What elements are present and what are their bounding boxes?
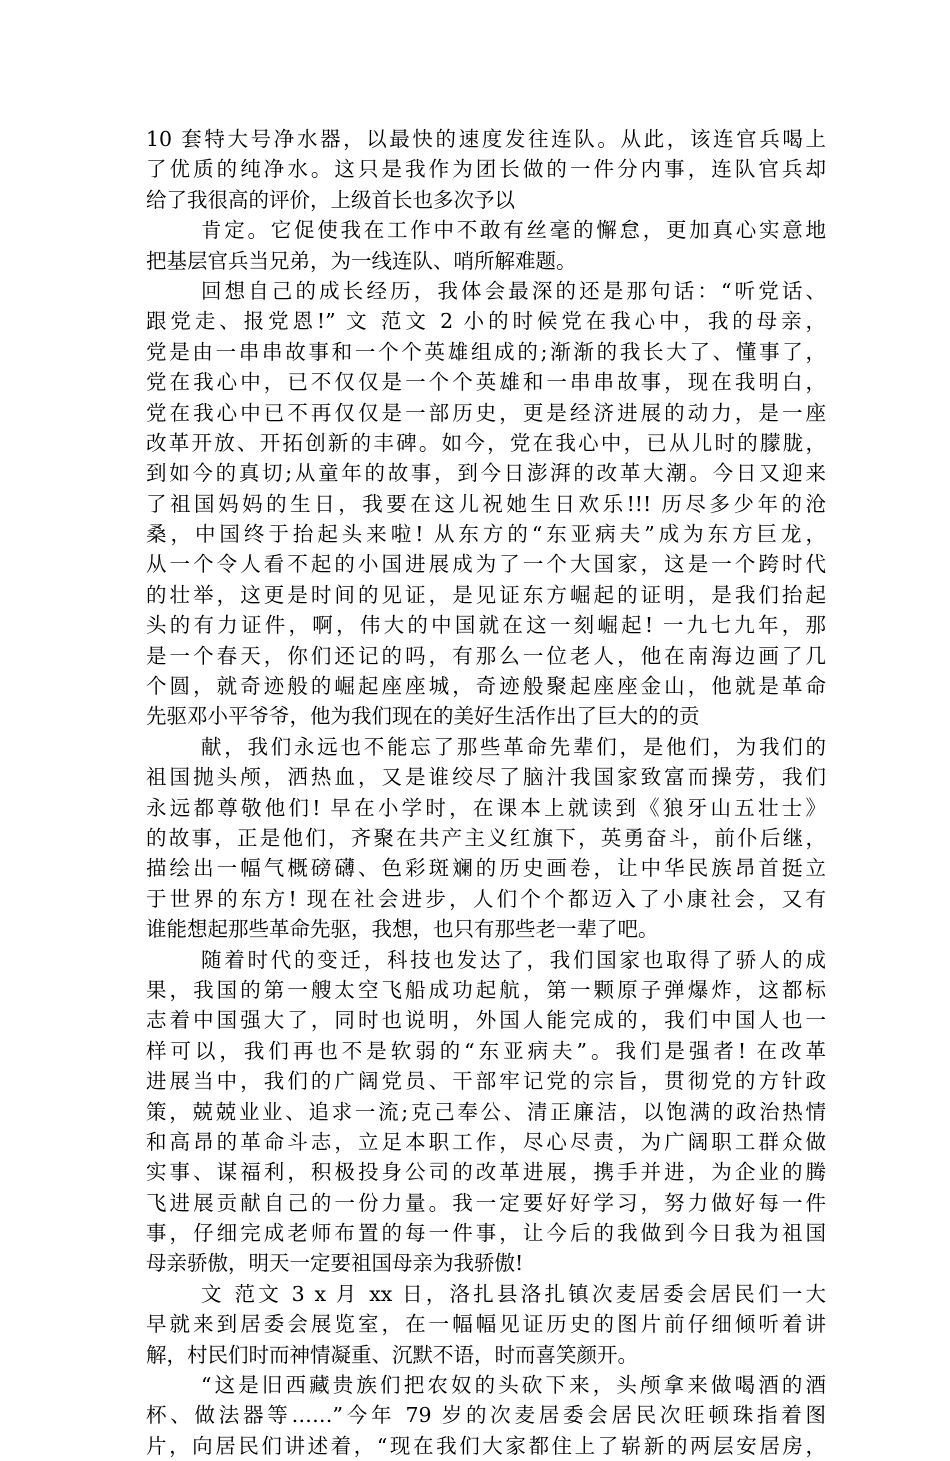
text-line: 的壮举，这更是时间的见证，是见证东方崛起的证明，是我们抬起 — [146, 582, 826, 607]
text-line: 10 套特大号净水器，以最快的速度发往连队。从此，该连官兵喝上 — [146, 127, 826, 151]
text-line: 个圆，就奇迹般的崛起座座城，奇迹般聚起座座金山，他就是革命 — [146, 674, 826, 699]
text-line: 改革开放、开拓创新的丰碑。如今，党在我心中，已从儿时的朦胧， — [146, 430, 826, 455]
text-line: 永远都尊敬他们! 早在小学时，在课本上就读到《狼牙山五壮士》 — [146, 795, 826, 820]
text-line: 志着中国强大了，同时也说明，外国人能完成的，我们中国人也一 — [146, 1008, 826, 1033]
text-line: 早就来到居委会展览室，在一幅幅见证历史的图片前仔细倾听着讲 — [146, 1312, 826, 1337]
text-line: 描绘出一幅气概磅礴、色彩斑斓的历史画卷，让中华民族昂首挺立 — [146, 856, 826, 881]
text-line: 桑，中国终于抬起头来啦! 从东方的“东亚病夫”成为东方巨龙， — [146, 522, 826, 547]
text-line: 飞进展贡献自己的一份力量。我一定要好好学习，努力做好每一件 — [146, 1190, 826, 1215]
text-line: 了优质的纯净水。这只是我作为团长做的一件分内事，连队官兵却 — [146, 157, 826, 182]
text-line: 是一个春天，你们还记的吗，有那么一位老人，他在南海边画了几 — [146, 643, 826, 668]
document-page — [146, 124, 826, 1461]
text-line: 母亲骄傲，明天一定要祖国母亲为我骄傲! — [146, 1251, 524, 1276]
text-line: 了祖国妈妈的生日，我要在这儿祝她生日欢乐!!! 历尽多少年的沧 — [146, 491, 826, 516]
text-line: 的故事，正是他们，齐聚在共产主义红旗下，英勇奋斗，前仆后继， — [146, 825, 826, 850]
text-line: 事，仔细完成老师布置的每一件事，让今后的我做到今日我为祖国 — [146, 1221, 826, 1246]
text-line: 随着时代的变迁，科技也发达了，我们国家也取得了骄人的成 — [201, 947, 826, 972]
text-line: 党在我心中已不再仅仅是一部历史，更是经济进展的动力，是一座 — [146, 400, 826, 425]
text-line: 样可以，我们再也不是软弱的“东亚病夫”。我们是强者! 在改革 — [146, 1038, 826, 1063]
text-line: 祖国抛头颅，洒热血，又是谁绞尽了脑汁我国家致富而操劳，我们 — [146, 765, 826, 790]
text-line: 党在我心中，已不仅仅是一个个英雄和一串串故事，现在我明白， — [146, 370, 826, 395]
text-line: 头的有力证件，啊，伟大的中国就在这一刻崛起! 一九七九年，那 — [146, 613, 826, 638]
text-line: 献，我们永远也不能忘了那些革命先辈们，是他们，为我们的 — [201, 734, 826, 759]
text-line: 从一个令人看不起的小国进展成为了一个大国家，这是一个跨时代 — [146, 552, 826, 577]
text-line: 于世界的东方! 现在社会进步，人们个个都迈入了小康社会，又有 — [146, 886, 826, 911]
text-line: 到如今的真切;从童年的故事，到今日澎湃的改革大潮。今日又迎来 — [146, 461, 826, 486]
text-line: 进展当中，我们的广阔党员、干部牢记党的宗旨，贯彻党的方针政 — [146, 1069, 826, 1094]
text-line: 先驱邓小平爷爷，他为我们现在的美好生活作出了巨大的的贡 — [146, 704, 700, 729]
text-line: 和高昂的革命斗志，立足本职工作，尽心尽责，为广阔职工群众做 — [146, 1129, 826, 1154]
text-line: 策，兢兢业业、追求一流;克己奉公、清正廉洁，以饱满的政治热情 — [146, 1099, 826, 1124]
text-line: 实事、谋福利，积极投身公司的改革进展，携手并进，为企业的腾 — [146, 1160, 826, 1185]
text-line: 片，向居民们讲述着，“现在我们大家都住上了崭新的两层安居房， — [146, 1433, 826, 1458]
text-line: 果，我国的第一艘太空飞船成功起航，第一颗原子弹爆炸，这都标 — [146, 977, 826, 1002]
text-line: 解，村民们时而神情凝重、沉默不语，时而喜笑颜开。 — [146, 1342, 638, 1367]
text-line: 党是由一串串故事和一个个英雄组成的;渐渐的我长大了、懂事了， — [146, 339, 826, 364]
text-line: 回想自己的成长经历，我体会最深的还是那句话：“听党话、 — [201, 278, 826, 303]
text-line: 给了我很高的评价，上级首长也多次予以 — [146, 187, 515, 212]
text-line: 把基层官兵当兄弟，为一线连队、哨所解难题。 — [146, 248, 577, 273]
text-line: 文 范文 3 x 月 xx 日，洛扎县洛扎镇次麦居委会居民们一大 — [201, 1281, 826, 1306]
text-line: 跟党走、报党恩!” 文 范文 2 小的时候党在我心中，我的母亲， — [146, 309, 826, 334]
text-line: 杯、做法器等……”今年 79 岁的次麦居委会居民次旺顿珠指着图 — [146, 1403, 826, 1428]
text-line: 肯定。它促使我在工作中不敢有丝毫的懈怠，更加真心实意地 — [201, 218, 826, 243]
text-line: 谁能想起那些革命先驱，我想，也只有那些老一辈了吧。 — [146, 917, 659, 942]
text-line: “这是旧西藏贵族们把农奴的头砍下来，头颅拿来做喝酒的酒 — [201, 1373, 826, 1398]
